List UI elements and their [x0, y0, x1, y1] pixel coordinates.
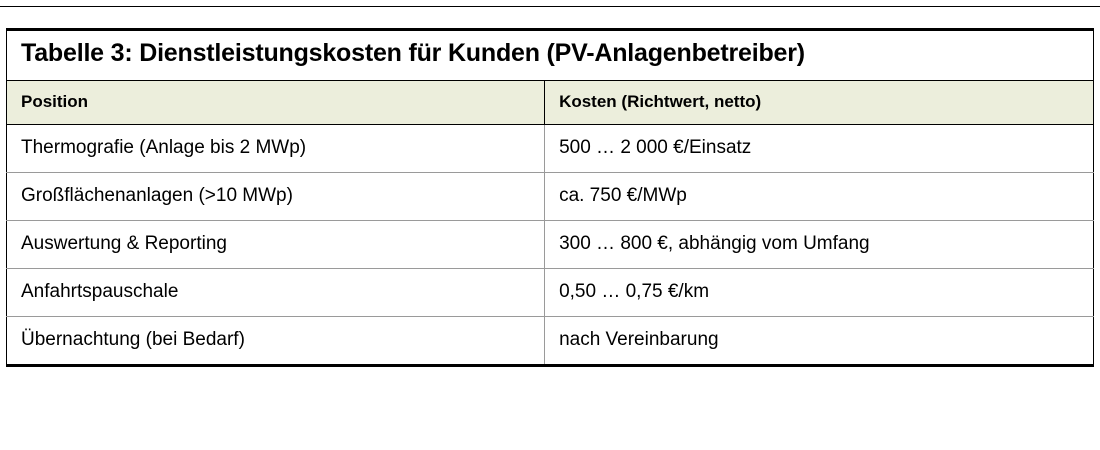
- table-row: [7, 172, 1094, 220]
- cell-position: Auswertung & Reporting: [7, 220, 545, 268]
- page-top-rule: [0, 6, 1100, 7]
- table-header-row: [7, 80, 1094, 124]
- table-row: [7, 220, 1094, 268]
- table-row: [7, 316, 1094, 365]
- cost-table-container: [6, 28, 1094, 367]
- column-header-position: Position: [7, 80, 545, 124]
- cell-position: Thermografie (Anlage bis 2 MWp): [7, 124, 545, 172]
- cell-position: Anfahrtspauschale: [7, 268, 545, 316]
- cell-kosten: ca. 750 €/MWp: [545, 172, 1094, 220]
- table-row: [7, 268, 1094, 316]
- column-header-kosten: Kosten (Richtwert, netto): [545, 80, 1094, 124]
- cell-kosten: 300 … 800 €, abhängig vom Umfang: [545, 220, 1094, 268]
- cell-position: Übernachtung (bei Bedarf): [7, 316, 545, 365]
- cost-table: [6, 28, 1094, 367]
- table-caption-row: [7, 30, 1094, 81]
- cell-kosten: nach Vereinbarung: [545, 316, 1094, 365]
- cell-kosten: 500 … 2 000 €/Einsatz: [545, 124, 1094, 172]
- cell-position: Großflächenanlagen (>10 MWp): [7, 172, 545, 220]
- table-title: Tabelle 3: Dienstleistungskosten für Kunden (PV-Anlagenbetreiber): [7, 30, 1094, 81]
- cell-kosten: 0,50 … 0,75 €/km: [545, 268, 1094, 316]
- table-row: [7, 124, 1094, 172]
